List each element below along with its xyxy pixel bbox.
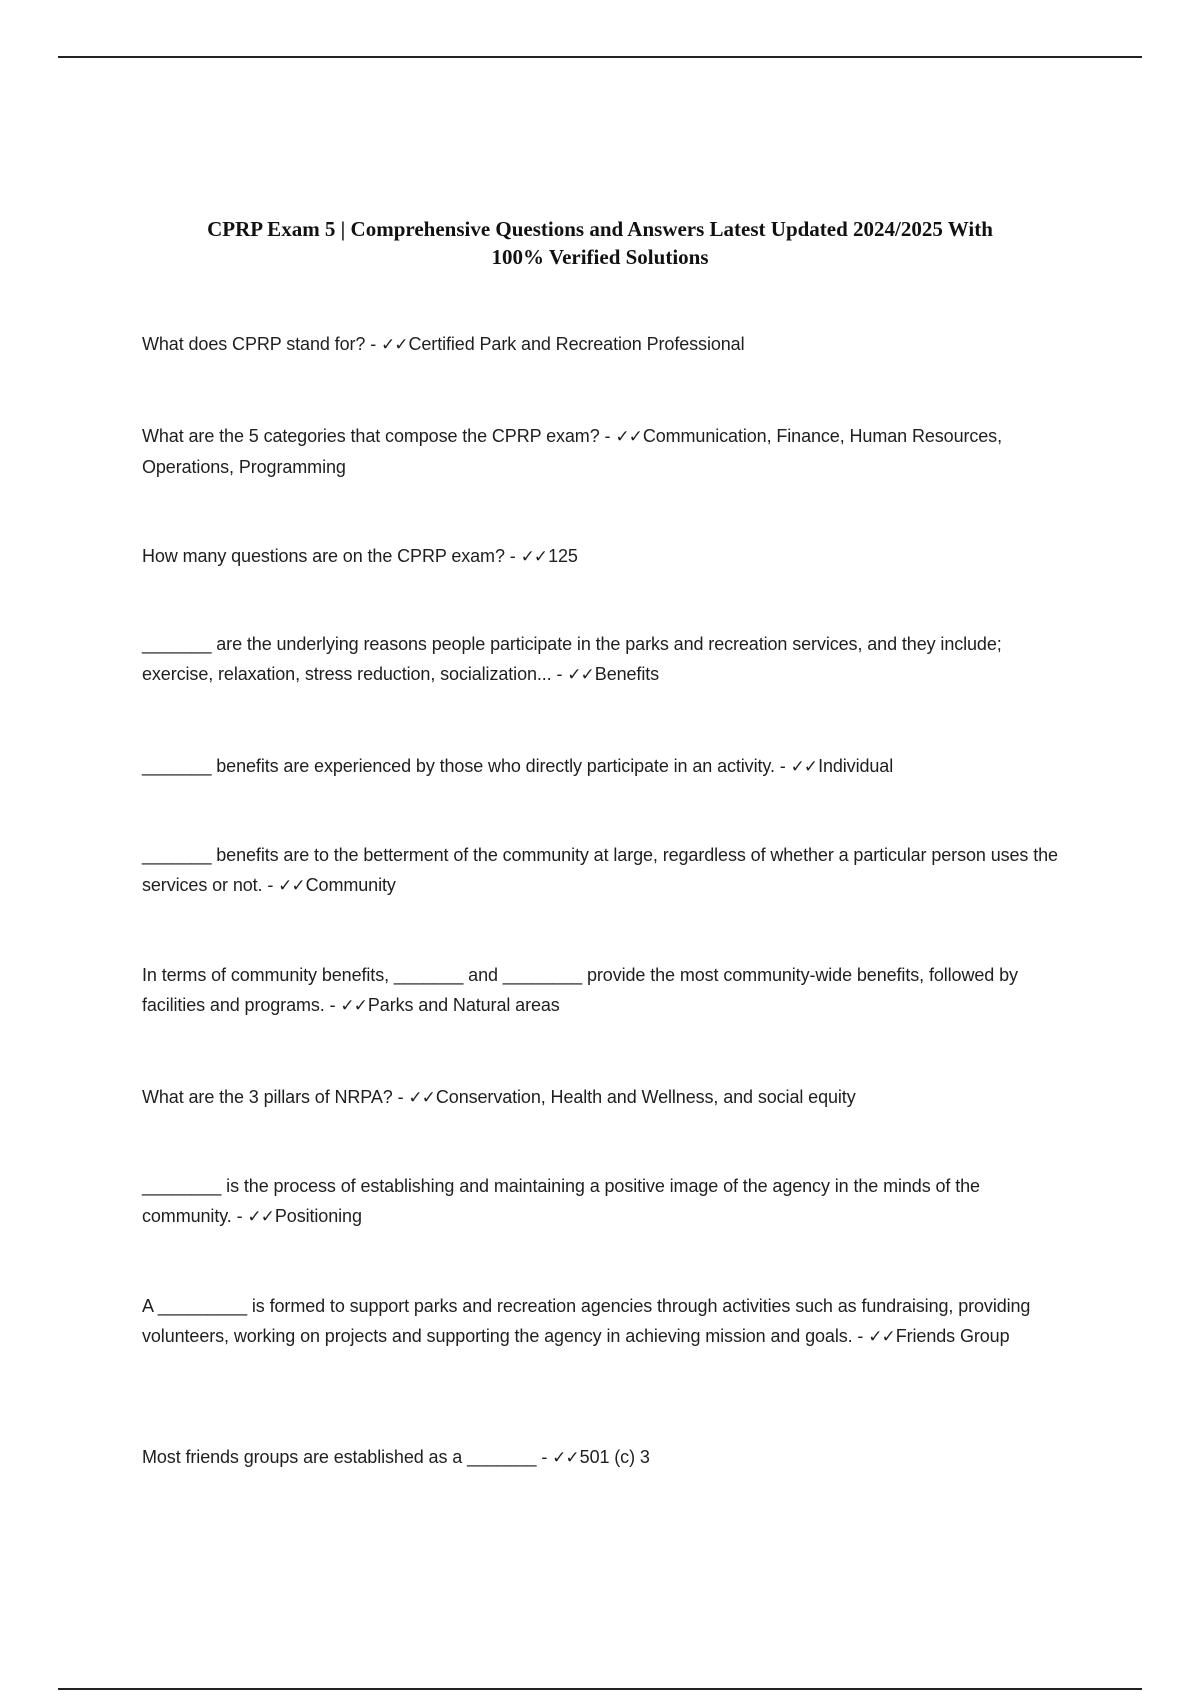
qa-separator: - — [504, 546, 521, 566]
question-text: _______ benefits are experienced by those who directly participate in an activity. — [142, 756, 775, 776]
qa-item — [142, 1442, 1062, 1473]
answer-text: 501 (c) 3 — [579, 1447, 650, 1467]
question-text: In terms of community benefits, _______ and ________ provide the most community-wide benefits, followed by facilities and programs. — [142, 965, 1018, 1015]
answer-text: Parks and Natural areas — [367, 995, 560, 1015]
double-check-icon: ✓✓ — [381, 335, 408, 355]
double-check-icon: ✓✓ — [567, 665, 594, 685]
answer-text: Friends Group — [895, 1326, 1010, 1346]
double-check-icon: ✓✓ — [408, 1088, 435, 1108]
double-check-icon: ✓✓ — [552, 1448, 579, 1468]
qa-separator: - — [599, 426, 616, 446]
document-title — [140, 215, 1060, 271]
answer-text: Conservation, Health and Wellness, and social equity — [435, 1087, 856, 1107]
qa-separator: - — [324, 995, 341, 1015]
question-text: _______ benefits are to the betterment of the community at large, regardless of whether a particular person uses the services or not. — [142, 845, 1058, 895]
qa-item — [142, 541, 1062, 572]
answer-text: Benefits — [594, 664, 660, 684]
answer-text: Positioning — [274, 1206, 362, 1226]
qa-item — [142, 421, 1062, 482]
qa-separator: - — [551, 664, 568, 684]
qa-separator: - — [262, 875, 279, 895]
qa-item — [142, 751, 1062, 782]
title-line-1: CPRP Exam 5 | Comprehensive Questions and Answers Latest Updated 2024/2025 With — [207, 217, 993, 241]
qa-separator: - — [852, 1326, 869, 1346]
question-text: ________ is the process of establishing and maintaining a positive image of the agency in the minds of the community. — [142, 1176, 980, 1226]
answer-text: Community — [305, 875, 396, 895]
question-text: _______ are the underlying reasons people participate in the parks and recreation services, and they include; exercise, relaxation, stress reduction, socialization... — [142, 634, 1002, 684]
qa-item — [142, 1082, 1062, 1113]
qa-item — [142, 1291, 1062, 1352]
qa-item — [142, 840, 1062, 901]
double-check-icon: ✓✓ — [868, 1327, 895, 1347]
top-rule — [58, 56, 1142, 58]
answer-text: 125 — [548, 546, 578, 566]
qa-item — [142, 960, 1062, 1021]
qa-separator: - — [231, 1206, 248, 1226]
double-check-icon: ✓✓ — [247, 1207, 274, 1227]
qa-separator: - — [365, 334, 381, 354]
question-text: A _________ is formed to support parks and recreation agencies through activities such as fundraising, providing volunteers, working on projects and supporting the agency in achieving mission and goals. — [142, 1296, 1031, 1346]
answer-text: Certified Park and Recreation Professional — [408, 334, 745, 354]
question-text: What are the 5 categories that compose the CPRP exam? — [142, 426, 600, 446]
qa-separator: - — [536, 1447, 553, 1467]
answer-text: Individual — [818, 756, 894, 776]
double-check-icon: ✓✓ — [340, 996, 367, 1016]
question-text: What are the 3 pillars of NRPA? — [142, 1087, 393, 1107]
double-check-icon: ✓✓ — [278, 876, 305, 896]
qa-separator: - — [392, 1087, 409, 1107]
qa-item — [142, 1171, 1062, 1232]
qa-item — [142, 329, 1062, 360]
answer-text: Communication, Finance, Human Resources, Operations, Programming — [142, 426, 1002, 477]
double-check-icon: ✓✓ — [615, 427, 642, 447]
question-text: How many questions are on the CPRP exam? — [142, 546, 505, 566]
double-check-icon: ✓✓ — [520, 547, 548, 567]
title-line-2: 100% Verified Solutions — [491, 245, 709, 269]
qa-separator: - — [774, 756, 791, 776]
qa-item — [142, 629, 1062, 690]
double-check-icon: ✓✓ — [790, 757, 818, 777]
question-text: Most friends groups are established as a _______ — [142, 1447, 537, 1467]
question-text: What does CPRP stand for? — [142, 334, 366, 354]
bottom-rule — [58, 1688, 1142, 1690]
